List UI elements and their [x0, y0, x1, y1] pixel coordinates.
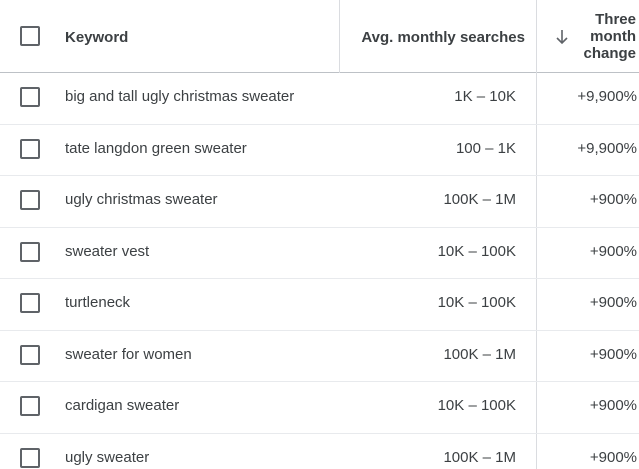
avg-searches-cell: 100K – 1M: [443, 448, 516, 466]
avg-monthly-searches-column-header[interactable]: Avg. monthly searches: [361, 29, 525, 46]
keyword-column-header[interactable]: Keyword: [65, 29, 129, 46]
row-checkbox[interactable]: [20, 448, 40, 468]
keyword-cell: ugly sweater: [65, 448, 150, 466]
keyword-cell: ugly christmas sweater: [65, 191, 218, 208]
avg-searches-cell: 10K – 100K: [437, 397, 516, 414]
table-row[interactable]: [0, 331, 639, 383]
change-cell: +900%: [589, 242, 637, 260]
change-cell: +9,900%: [577, 139, 637, 157]
change-header-line-1: Three: [595, 11, 636, 28]
change-cell: +900%: [589, 448, 637, 466]
table-row[interactable]: [0, 382, 639, 434]
keyword-cell: cardigan sweater: [65, 397, 180, 414]
avg-searches-cell: 100 – 1K: [455, 139, 516, 157]
keyword-cell: tate langdon green sweater: [65, 139, 247, 157]
table-row[interactable]: [0, 279, 639, 331]
table-row[interactable]: [0, 228, 639, 280]
row-checkbox[interactable]: [20, 87, 40, 107]
table-row[interactable]: [0, 73, 639, 125]
keyword-cell: big and tall ugly christmas sweater: [65, 88, 295, 105]
change-cell: +900%: [589, 397, 637, 414]
column-divider: [339, 0, 340, 73]
keyword-cell: turtleneck: [65, 294, 131, 311]
table-row[interactable]: [0, 125, 639, 177]
three-month-change-column-header[interactable]: [566, 11, 636, 62]
row-checkbox[interactable]: [20, 293, 40, 313]
avg-searches-cell: 10K – 100K: [437, 242, 516, 260]
change-cell: +900%: [589, 191, 637, 208]
change-header-line-3: change: [583, 45, 636, 62]
row-checkbox[interactable]: [20, 190, 40, 210]
change-header-line-2: month: [590, 28, 636, 45]
avg-searches-cell: 100K – 1M: [443, 191, 516, 208]
select-all-checkbox[interactable]: [20, 26, 40, 46]
table-row[interactable]: [0, 176, 639, 228]
avg-searches-cell: 10K – 100K: [437, 294, 516, 311]
change-cell: +900%: [589, 294, 637, 311]
row-checkbox[interactable]: [20, 242, 40, 262]
row-checkbox[interactable]: [20, 345, 40, 365]
keyword-cell: sweater vest: [65, 242, 150, 260]
keyword-cell: sweater for women: [65, 345, 192, 363]
table-row[interactable]: [0, 434, 639, 469]
row-checkbox[interactable]: [20, 139, 40, 159]
change-cell: +900%: [589, 345, 637, 363]
change-cell: +9,900%: [577, 88, 637, 105]
avg-searches-cell: 100K – 1M: [443, 345, 516, 363]
table-header: [0, 0, 639, 73]
avg-searches-cell: 1K – 10K: [454, 88, 516, 105]
row-checkbox[interactable]: [20, 396, 40, 416]
